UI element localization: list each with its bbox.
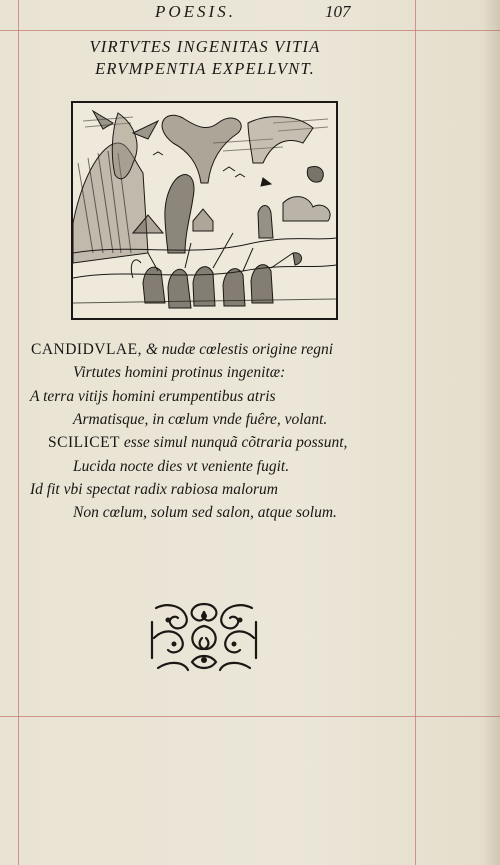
- margin-rule-bottom: [0, 716, 500, 717]
- margin-rule-right: [415, 0, 416, 865]
- verse-initial-word: CANDIDVLAE,: [31, 341, 142, 358]
- page-number: 107: [325, 2, 351, 21]
- margin-rule-top: [0, 30, 500, 31]
- woodcut-illustration: [71, 101, 338, 320]
- emblem-motto-line-1: VIRTVTES INGENITAS VITIA: [89, 37, 321, 56]
- verse-line-3: A terra vitijs homini erumpentibus atris: [30, 388, 276, 405]
- verse-line-7: Id fit vbi spectat radix rabiosa malorum: [30, 481, 278, 498]
- running-head-title: POESIS.: [155, 2, 236, 21]
- verse-line-5: [48, 431, 347, 454]
- verse-line-8: Non cœlum, solum sed salon, atque solum.: [73, 504, 337, 521]
- running-head: [120, 2, 370, 24]
- verse-line-text: esse simul nunquã cõtraria possunt,: [123, 434, 348, 451]
- margin-rule-left: [18, 0, 19, 865]
- verse-line-text: & nudæ cœlestis origine regni: [145, 341, 334, 358]
- verse-initial-word: SCILICET: [48, 434, 121, 451]
- verse-line-4: Armatisque, in cœlum vnde fuêre, volant.: [73, 411, 328, 428]
- printers-ornament: [148, 598, 260, 676]
- emblem-motto-line-2: ERVMPENTIA EXPELLVNT.: [95, 59, 315, 78]
- verse-line-1: [31, 338, 333, 361]
- verse-line-6: Lucida nocte dies vt veniente fugit.: [73, 458, 290, 475]
- verse-line-2: Virtutes homini protinus ingenitæ:: [73, 364, 286, 381]
